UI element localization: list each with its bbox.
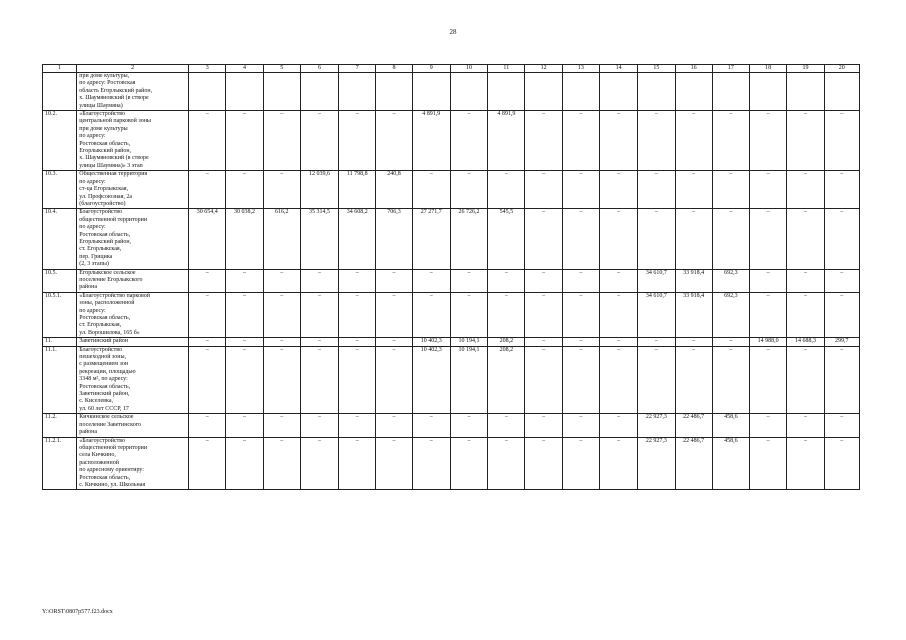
amount-cell — [226, 73, 263, 111]
amount-cell: – — [339, 292, 376, 337]
amount-cell: – — [750, 171, 787, 209]
item-number: 10.5.1. — [43, 292, 77, 337]
amount-cell: – — [599, 111, 637, 171]
column-header: 16 — [675, 65, 712, 73]
column-header: 12 — [525, 65, 562, 73]
amount-cell: – — [750, 209, 787, 269]
amount-cell — [750, 73, 787, 111]
amount-cell: 10 194,1 — [450, 338, 487, 346]
amount-cell: – — [488, 292, 525, 337]
amount-cell: – — [599, 209, 637, 269]
amount-cell: – — [562, 111, 599, 171]
amount-cell: – — [300, 111, 338, 171]
amount-cell: – — [787, 414, 824, 437]
amount-cell: – — [226, 338, 263, 346]
amount-cell — [488, 73, 525, 111]
amount-cell: – — [226, 414, 263, 437]
amount-cell — [376, 73, 412, 111]
table-row — [43, 111, 860, 171]
amount-cell: – — [226, 269, 263, 292]
amount-cell: – — [562, 346, 599, 414]
amount-cell: – — [824, 414, 859, 437]
table-row — [43, 209, 860, 269]
amount-cell: 22 927,3 — [638, 414, 675, 437]
item-description: Кичкинское сельское поселение Заветинского района — [77, 414, 189, 437]
column-header: 18 — [750, 65, 787, 73]
table-row — [43, 73, 860, 111]
item-number: 10.4. — [43, 209, 77, 269]
amount-cell: – — [675, 346, 712, 414]
item-number: 10.2. — [43, 111, 77, 171]
amount-cell: – — [824, 269, 859, 292]
amount-cell: 692,3 — [712, 292, 749, 337]
header-row — [43, 65, 860, 73]
amount-cell: – — [750, 269, 787, 292]
amount-cell: 34 608,2 — [339, 209, 376, 269]
amount-cell: 34 610,7 — [638, 292, 675, 337]
column-header: 3 — [189, 65, 226, 73]
item-description: «Благоустройство парковой зоны, расположенной по адресу: Ростовская область, ст. Егорлыкская, ул. Ворошилова, 165 б» — [77, 292, 189, 337]
table-row — [43, 346, 860, 414]
amount-cell — [412, 73, 450, 111]
amount-cell: – — [824, 171, 859, 209]
amount-cell: – — [675, 171, 712, 209]
amount-cell: – — [562, 414, 599, 437]
column-header: 17 — [712, 65, 749, 73]
amount-cell: – — [787, 437, 824, 490]
amount-cell: – — [376, 111, 412, 171]
table-row — [43, 171, 860, 209]
amount-cell: – — [599, 338, 637, 346]
column-header: 6 — [300, 65, 338, 73]
amount-cell: 22 927,3 — [638, 437, 675, 490]
amount-cell: – — [712, 171, 749, 209]
amount-cell: – — [638, 209, 675, 269]
amount-cell: – — [263, 269, 300, 292]
amount-cell: – — [376, 269, 412, 292]
amount-cell: – — [750, 346, 787, 414]
amount-cell: 35 314,5 — [300, 209, 338, 269]
amount-cell — [824, 73, 859, 111]
amount-cell: – — [488, 414, 525, 437]
item-number: 11. — [43, 338, 77, 346]
amount-cell: – — [339, 437, 376, 490]
amount-cell — [263, 73, 300, 111]
table-row — [43, 437, 860, 490]
amount-cell: – — [824, 346, 859, 414]
amount-cell: – — [675, 111, 712, 171]
amount-cell: – — [189, 338, 226, 346]
amount-cell: 616,2 — [263, 209, 300, 269]
amount-cell: – — [339, 346, 376, 414]
amount-cell: 240,8 — [376, 171, 412, 209]
amount-cell: 11 798,8 — [339, 171, 376, 209]
amount-cell: – — [450, 292, 487, 337]
amount-cell: – — [599, 269, 637, 292]
amount-cell: – — [824, 292, 859, 337]
column-header: 20 — [824, 65, 859, 73]
amount-cell: – — [599, 346, 637, 414]
amount-cell: – — [562, 171, 599, 209]
amount-cell: – — [263, 292, 300, 337]
amount-cell: – — [824, 437, 859, 490]
amount-cell: – — [525, 269, 562, 292]
column-header: 13 — [562, 65, 599, 73]
amount-cell: – — [450, 269, 487, 292]
amount-cell: 10 194,1 — [450, 346, 487, 414]
item-number: 11.2.1. — [43, 437, 77, 490]
amount-cell: – — [750, 111, 787, 171]
item-number: 10.5. — [43, 269, 77, 292]
amount-cell: – — [787, 292, 824, 337]
item-description: Общественная территория по адресу: ст-ца Егорлыкская, ул. Профсоюзная, 2а (благоустройство) — [77, 171, 189, 209]
amount-cell: – — [525, 414, 562, 437]
amount-cell: – — [263, 171, 300, 209]
amount-cell: – — [787, 346, 824, 414]
amount-cell: – — [599, 414, 637, 437]
amount-cell: 4 891,9 — [412, 111, 450, 171]
amount-cell: – — [189, 414, 226, 437]
amount-cell: – — [599, 171, 637, 209]
amount-cell: – — [525, 292, 562, 337]
amount-cell: – — [638, 111, 675, 171]
amount-cell: – — [226, 111, 263, 171]
amount-cell: – — [675, 209, 712, 269]
table-row — [43, 414, 860, 437]
amount-cell: – — [712, 338, 749, 346]
amount-cell: – — [450, 111, 487, 171]
amount-cell: – — [412, 269, 450, 292]
amount-cell — [300, 73, 338, 111]
amount-cell: – — [339, 338, 376, 346]
column-header: 10 — [450, 65, 487, 73]
table-row — [43, 292, 860, 337]
amount-cell: – — [376, 437, 412, 490]
amount-cell: 30 038,2 — [226, 209, 263, 269]
amount-cell — [562, 73, 599, 111]
amount-cell: 4 891,9 — [488, 111, 525, 171]
amount-cell: 14 988,0 — [750, 338, 787, 346]
amount-cell: – — [525, 346, 562, 414]
amount-cell: – — [599, 292, 637, 337]
amount-cell: 12 039,6 — [300, 171, 338, 209]
amount-cell: – — [189, 437, 226, 490]
amount-cell: – — [562, 269, 599, 292]
amount-cell: 33 918,4 — [675, 269, 712, 292]
amount-cell: – — [450, 171, 487, 209]
item-description: при доме культуры, по адресу: Ростовская область Егорлыкский район, х. Шаумяновский (в створе улицы Шаумяна) — [77, 73, 189, 111]
amount-cell: – — [263, 414, 300, 437]
amount-cell: 22 486,7 — [675, 437, 712, 490]
amount-cell: – — [450, 437, 487, 490]
amount-cell: 34 610,7 — [638, 269, 675, 292]
amount-cell: – — [300, 292, 338, 337]
amount-cell: – — [300, 269, 338, 292]
amount-cell: – — [226, 437, 263, 490]
amount-cell: – — [300, 338, 338, 346]
amount-cell: – — [376, 414, 412, 437]
amount-cell: – — [226, 292, 263, 337]
amount-cell — [339, 73, 376, 111]
amount-cell: – — [339, 111, 376, 171]
column-header: 7 — [339, 65, 376, 73]
amount-cell: – — [488, 437, 525, 490]
column-header: 8 — [376, 65, 412, 73]
amount-cell: – — [263, 338, 300, 346]
amount-cell: – — [638, 171, 675, 209]
amount-cell: – — [488, 171, 525, 209]
amount-cell: – — [525, 111, 562, 171]
amount-cell: – — [525, 338, 562, 346]
amount-cell: – — [376, 292, 412, 337]
amount-cell — [638, 73, 675, 111]
amount-cell: – — [488, 269, 525, 292]
amount-cell: – — [339, 269, 376, 292]
amount-cell: – — [562, 338, 599, 346]
amount-cell: – — [750, 292, 787, 337]
amount-cell: – — [638, 346, 675, 414]
amount-cell: – — [787, 111, 824, 171]
amount-cell: – — [750, 414, 787, 437]
amount-cell — [712, 73, 749, 111]
amount-cell: 10 402,3 — [412, 346, 450, 414]
budget-table — [42, 64, 860, 490]
item-number: 10.3. — [43, 171, 77, 209]
amount-cell — [675, 73, 712, 111]
amount-cell: – — [712, 209, 749, 269]
item-description: Благоустройство общественной территории по адресу: Ростовская область, Егорлыкский район, ст. Егорлыкская, пер. Грицика (2, 3 этапы) — [77, 209, 189, 269]
amount-cell: – — [412, 292, 450, 337]
amount-cell: – — [189, 292, 226, 337]
amount-cell: – — [824, 111, 859, 171]
amount-cell: 26 726,2 — [450, 209, 487, 269]
amount-cell: 33 918,4 — [675, 292, 712, 337]
column-header: 2 — [77, 65, 189, 73]
amount-cell: – — [562, 437, 599, 490]
amount-cell: 27 271,7 — [412, 209, 450, 269]
amount-cell: – — [263, 437, 300, 490]
amount-cell: – — [525, 437, 562, 490]
amount-cell: – — [376, 338, 412, 346]
amount-cell: – — [599, 437, 637, 490]
amount-cell: – — [412, 414, 450, 437]
column-header: 15 — [638, 65, 675, 73]
amount-cell — [787, 73, 824, 111]
amount-cell: – — [750, 437, 787, 490]
item-description: «Благоустройство центральной парковой зоны при доме культуры по адресу: Ростовская область, Егорлыкский район, х. Шаумяновский (в створе улицы Шаумяна)» 3 этап — [77, 111, 189, 171]
amount-cell: – — [450, 414, 487, 437]
amount-cell: 208,2 — [488, 338, 525, 346]
amount-cell: – — [525, 171, 562, 209]
amount-cell — [599, 73, 637, 111]
amount-cell: – — [300, 346, 338, 414]
amount-cell: – — [712, 111, 749, 171]
column-header: 14 — [599, 65, 637, 73]
amount-cell: – — [562, 209, 599, 269]
column-header: 1 — [43, 65, 77, 73]
file-path-footer: Y:\ORST\0807p577.f23.docx — [42, 609, 113, 615]
amount-cell: – — [376, 346, 412, 414]
amount-cell: – — [562, 292, 599, 337]
amount-cell: 208,2 — [488, 346, 525, 414]
table-row — [43, 338, 860, 346]
item-number — [43, 73, 77, 111]
amount-cell: 458,6 — [712, 414, 749, 437]
amount-cell: 10 402,3 — [412, 338, 450, 346]
amount-cell: – — [189, 111, 226, 171]
item-number: 11.2. — [43, 414, 77, 437]
amount-cell: – — [300, 437, 338, 490]
amount-cell: – — [638, 338, 675, 346]
amount-cell: – — [189, 171, 226, 209]
item-description: «Благоустройство общественной территории села Кичкино, расположенной по адресному ориентиру: Ростовская область, с. Кичкино, ул. Школьная — [77, 437, 189, 490]
amount-cell: – — [787, 269, 824, 292]
amount-cell — [525, 73, 562, 111]
amount-cell: – — [263, 346, 300, 414]
amount-cell: 458,6 — [712, 437, 749, 490]
column-header: 11 — [488, 65, 525, 73]
amount-cell: 299,7 — [824, 338, 859, 346]
amount-cell: – — [787, 209, 824, 269]
amount-cell: 545,5 — [488, 209, 525, 269]
amount-cell: 30 654,4 — [189, 209, 226, 269]
amount-cell — [189, 73, 226, 111]
amount-cell: – — [300, 414, 338, 437]
item-description: Заветинский район — [77, 338, 189, 346]
item-number: 11.1. — [43, 346, 77, 414]
amount-cell: – — [263, 111, 300, 171]
amount-cell: – — [189, 346, 226, 414]
column-header: 19 — [787, 65, 824, 73]
amount-cell: – — [412, 171, 450, 209]
amount-cell: – — [189, 269, 226, 292]
amount-cell: – — [675, 338, 712, 346]
amount-cell: 22 486,7 — [675, 414, 712, 437]
amount-cell: – — [824, 209, 859, 269]
page-number: 28 — [449, 28, 457, 36]
amount-cell: – — [226, 346, 263, 414]
amount-cell: – — [787, 171, 824, 209]
amount-cell: – — [226, 171, 263, 209]
item-description: Егорлыкское сельское поселение Егорлыкского района — [77, 269, 189, 292]
amount-cell: – — [525, 209, 562, 269]
item-description: Благоустройство пешеходной зоны, с размещением зон рекреации, площадью 3348 м², по адресу: Ростовская область, Заветинский район, с. Киселевка, ул. 60 лет СССР, 17 — [77, 346, 189, 414]
amount-cell: – — [339, 414, 376, 437]
amount-cell: 692,3 — [712, 269, 749, 292]
table-row — [43, 269, 860, 292]
column-header: 9 — [412, 65, 450, 73]
column-header: 5 — [263, 65, 300, 73]
column-header: 4 — [226, 65, 263, 73]
amount-cell: 14 688,3 — [787, 338, 824, 346]
amount-cell: – — [412, 437, 450, 490]
amount-cell: 706,3 — [376, 209, 412, 269]
amount-cell — [450, 73, 487, 111]
amount-cell: – — [712, 346, 749, 414]
